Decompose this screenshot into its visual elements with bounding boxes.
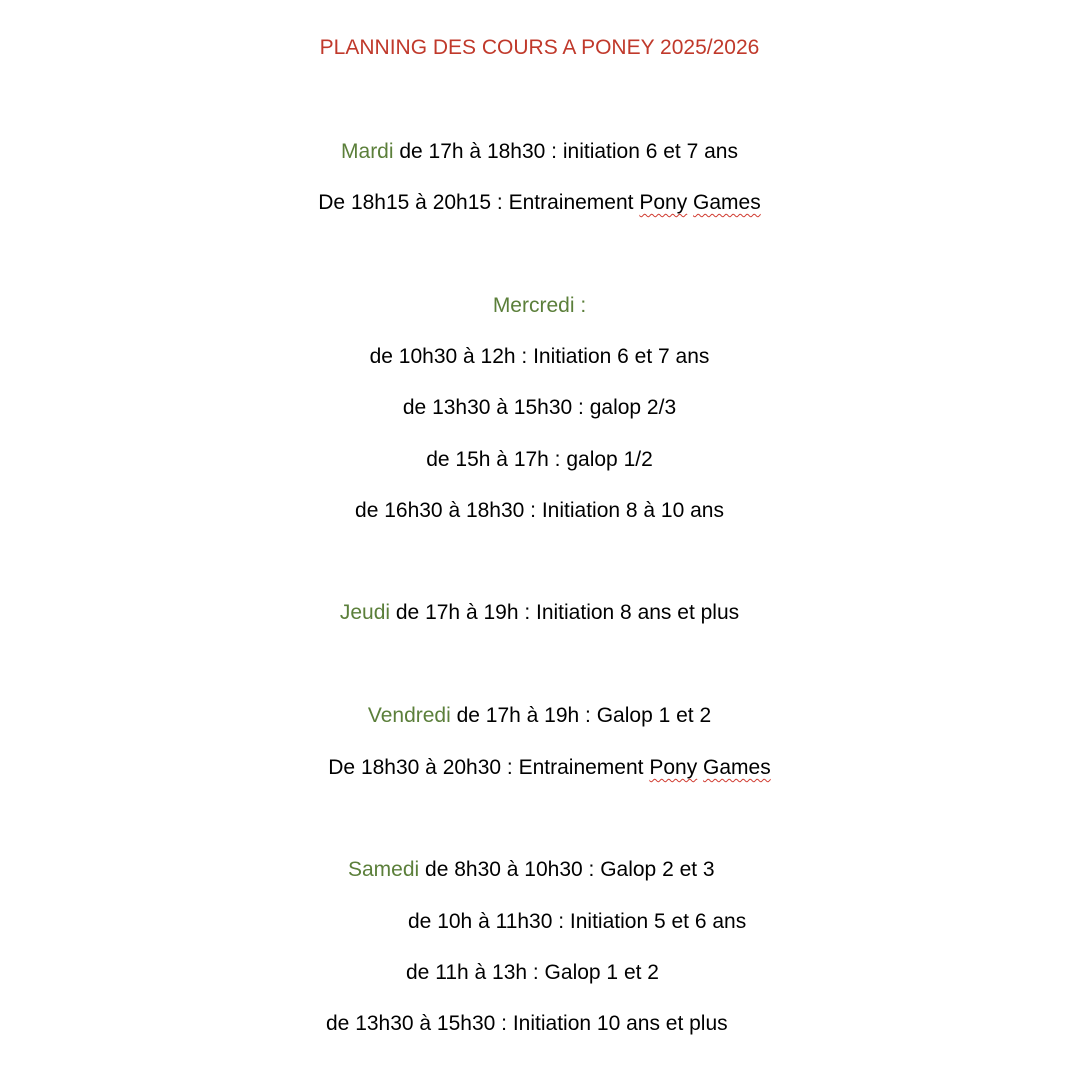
samedi-line-3 [406, 960, 1056, 986]
day-label-mercredi: Mercredi : [492, 294, 587, 317]
mercredi-schedule-text: de 13h30 à 15h30 : galop 2/3 [402, 396, 677, 419]
day-label-mardi: Mardi [341, 140, 394, 163]
spellcheck-word-pony: Pony [639, 191, 688, 214]
page-title [0, 35, 1079, 61]
vendredi-line-2 [0, 755, 1079, 781]
samedi-line-2 [408, 909, 1058, 935]
mardi-line-1 [0, 139, 1079, 165]
mercredi-line-1 [0, 344, 1079, 370]
samedi-schedule-text: de 11h à 13h : Galop 1 et 2 [406, 961, 659, 984]
jeudi-line-1 [0, 600, 1079, 626]
samedi-schedule-text: de 8h30 à 10h30 : Galop 2 et 3 [419, 858, 715, 881]
mercredi-schedule-text: de 15h à 17h : galop 1/2 [426, 448, 653, 471]
title-text: PLANNING DES COURS A PONEY 2025/2026 [319, 36, 760, 59]
spellcheck-word-games: Games [693, 191, 761, 214]
mercredi-heading [0, 293, 1079, 319]
mercredi-schedule-text: de 16h30 à 18h30 : Initiation 8 à 10 ans [355, 499, 724, 522]
vendredi-schedule-text: de 17h à 19h : Galop 1 et 2 [450, 704, 712, 727]
mercredi-line-3 [0, 447, 1079, 473]
mardi-line-2 [0, 190, 1079, 216]
samedi-line-4 [326, 1011, 1056, 1037]
mardi-schedule-text: de 17h à 18h30 : initiation 6 et 7 ans [393, 140, 738, 163]
vendredi-line-1 [0, 703, 1079, 729]
spellcheck-word-pony: Pony [649, 756, 698, 779]
samedi-schedule-text: de 10h à 11h30 : Initiation 5 et 6 ans [408, 910, 747, 933]
samedi-schedule-text: de 13h30 à 15h30 : Initiation 10 ans et plus [326, 1012, 728, 1035]
jeudi-schedule-text: de 17h à 19h : Initiation 8 ans et plus [390, 601, 740, 624]
day-label-samedi: Samedi [348, 858, 420, 881]
vendredi-pony-games-text: De 18h30 à 20h30 : Entrainement [328, 756, 650, 779]
mardi-pony-games-text: De 18h15 à 20h15 : Entrainement [318, 191, 640, 214]
day-label-vendredi: Vendredi [367, 704, 451, 727]
spellcheck-word-games: Games [703, 756, 771, 779]
mercredi-line-4 [0, 498, 1079, 524]
samedi-line-1 [348, 857, 1048, 883]
day-label-jeudi: Jeudi [339, 601, 391, 624]
mercredi-schedule-text: de 10h30 à 12h : Initiation 6 et 7 ans [369, 345, 710, 368]
mercredi-line-2 [0, 395, 1079, 421]
